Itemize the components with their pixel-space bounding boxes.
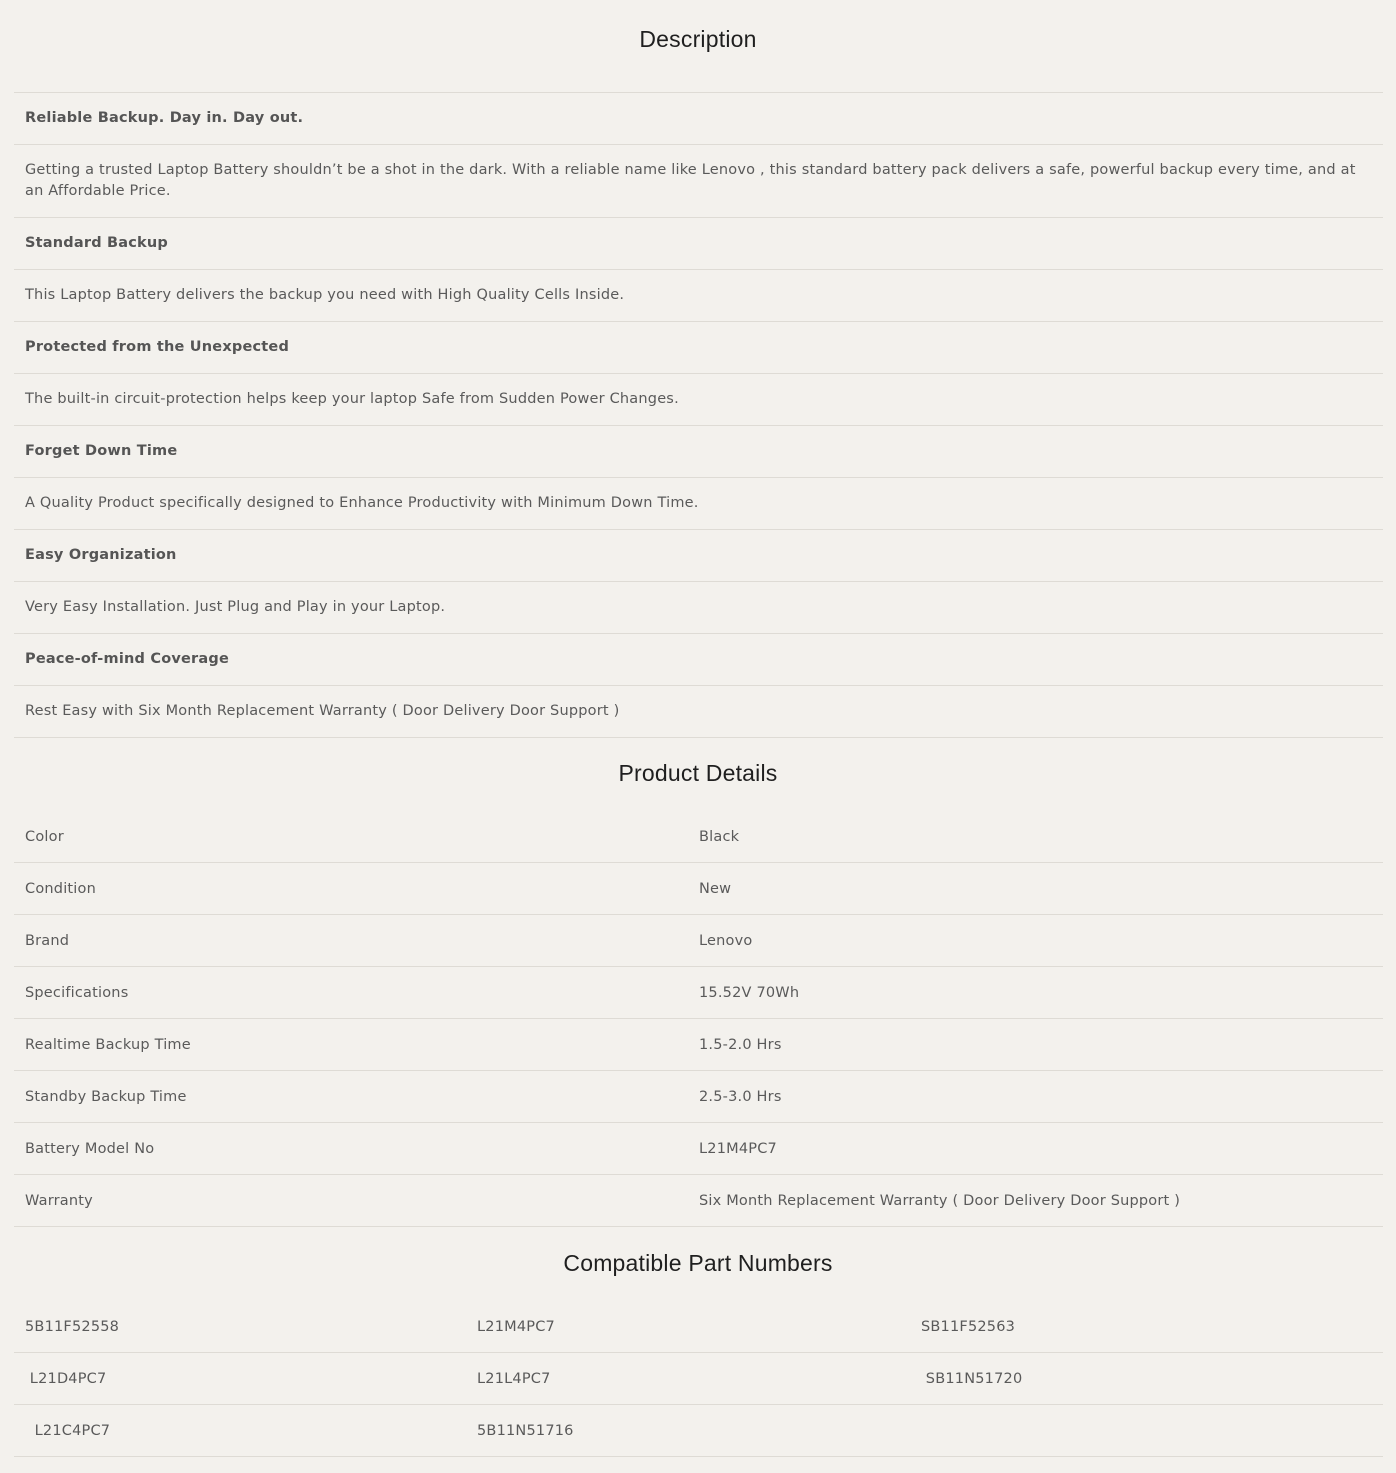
description-table: [14, 92, 1383, 738]
description-row-heading: Easy Organization: [14, 530, 1383, 582]
part-number: SB11N51720: [921, 1370, 1023, 1387]
compatible-parts-title: Compatible Part Numbers: [563, 1250, 833, 1276]
detail-row-specifications: [14, 967, 1383, 1019]
description-row-heading: Reliable Backup. Day in. Day out.: [14, 93, 1383, 145]
detail-key: Color: [25, 828, 64, 845]
description-row-heading: Forget Down Time: [14, 426, 1383, 478]
detail-row-warranty: [14, 1175, 1383, 1227]
detail-key: Specifications: [25, 984, 129, 1001]
description-row-body: This Laptop Battery delivers the backup you need with High Quality Cells Inside.: [14, 270, 1383, 322]
detail-key: Brand: [25, 932, 70, 949]
part-number: L21C4PC7: [25, 1422, 111, 1439]
detail-row-realtime-backup: [14, 1019, 1383, 1071]
detail-value: Black: [699, 828, 740, 845]
detail-row-color: [14, 811, 1383, 863]
part-number: L21L4PC7: [477, 1370, 551, 1387]
compatible-parts-table: [14, 1301, 1383, 1457]
detail-row-standby-backup: [14, 1071, 1383, 1123]
product-details-title: Product Details: [618, 760, 778, 786]
detail-value: 15.52V 70Wh: [699, 984, 800, 1001]
part-number: 5B11N51716: [477, 1422, 574, 1439]
description-row-body: A Quality Product specifically designed to Enhance Productivity with Minimum Down Time.: [14, 478, 1383, 530]
detail-value: 2.5-3.0 Hrs: [699, 1088, 782, 1105]
detail-key: Battery Model No: [25, 1140, 155, 1157]
parts-row: [14, 1353, 1383, 1405]
part-number: SB11F52563: [921, 1318, 1016, 1335]
description-title: Description: [639, 26, 757, 52]
description-row-body: The built-in circuit-protection helps keep your laptop Safe from Sudden Power Changes.: [14, 374, 1383, 426]
detail-key: Condition: [25, 880, 96, 897]
part-number: L21M4PC7: [477, 1318, 555, 1335]
detail-key: Standby Backup Time: [25, 1088, 187, 1105]
description-row-heading: Protected from the Unexpected: [14, 322, 1383, 374]
detail-value: L21M4PC7: [699, 1140, 777, 1157]
detail-value: New: [699, 880, 732, 897]
detail-row-battery-model: [14, 1123, 1383, 1175]
detail-key: Realtime Backup Time: [25, 1036, 191, 1053]
description-row-body: Rest Easy with Six Month Replacement Warranty ( Door Delivery Door Support ): [14, 686, 1383, 738]
description-row-body: Getting a trusted Laptop Battery shouldn’t be a shot in the dark. With a reliable name like Lenovo , this standard battery pack delivers a safe, powerful backup every time, and at an Affordable Price.: [14, 145, 1383, 218]
part-number: L21D4PC7: [25, 1370, 107, 1387]
description-row-body: Very Easy Installation. Just Plug and Play in your Laptop.: [14, 582, 1383, 634]
part-number: 5B11F52558: [25, 1318, 120, 1335]
parts-row: [14, 1301, 1383, 1353]
detail-key: Warranty: [25, 1192, 93, 1209]
detail-value: 1.5-2.0 Hrs: [699, 1036, 782, 1053]
detail-value: Lenovo: [699, 932, 753, 949]
detail-value: Six Month Replacement Warranty ( Door Delivery Door Support ): [699, 1192, 1181, 1209]
parts-row: [14, 1405, 1383, 1457]
detail-row-brand: [14, 915, 1383, 967]
product-details-table: [14, 811, 1383, 1227]
description-row-heading: Standard Backup: [14, 218, 1383, 270]
detail-row-condition: [14, 863, 1383, 915]
description-row-heading: Peace-of-mind Coverage: [14, 634, 1383, 686]
